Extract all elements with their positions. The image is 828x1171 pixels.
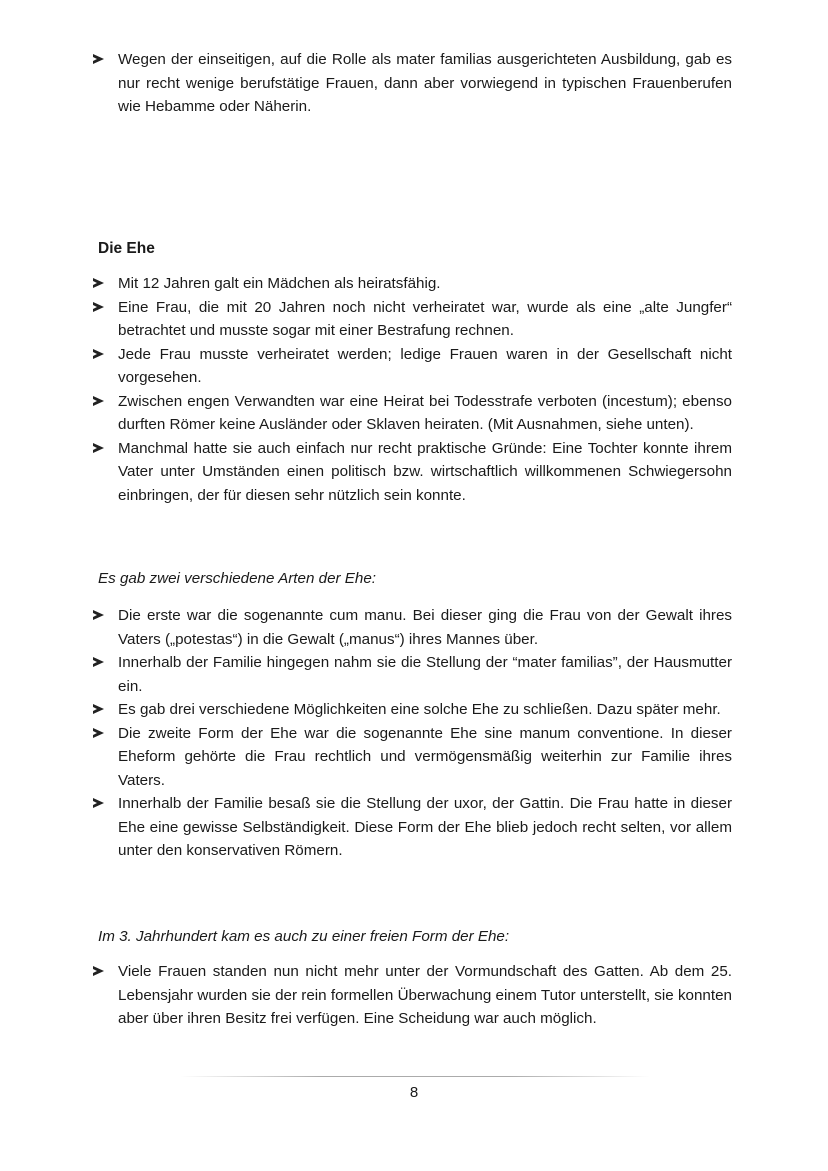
bullet-list [92,272,732,507]
arrow-bullet-icon [93,349,104,359]
arten-section [92,604,732,863]
arrow-bullet-icon [93,278,104,288]
section-heading: Die Ehe [98,240,155,257]
arrow-bullet-icon [93,798,104,808]
list-item: Zwischen engen Verwandten war eine Heirat bei Todesstrafe verboten (incestum); ebenso durften Römer keine Ausländer oder Sklaven heiraten. (Mit Ausnahmen, siehe unten). [92,390,732,437]
section-subheading: Es gab zwei verschiedene Arten der Ehe: [98,570,377,587]
list-item: Es gab drei verschiedene Möglichkeiten eine solche Ehe zu schließen. Dazu später mehr. [92,698,732,722]
list-item: Eine Frau, die mit 20 Jahren noch nicht verheiratet war, wurde als eine „alte Jungfer“ betrachtet und musste sogar mit einer Bestrafung rechnen. [92,296,732,343]
arrow-bullet-icon [93,443,104,453]
arrow-bullet-icon [93,728,104,738]
arrow-bullet-icon [93,54,104,64]
list-item: Innerhalb der Familie hingegen nahm sie die Stellung der “mater familias”, der Hausmutter ein. [92,651,732,698]
list-item: Manchmal hatte sie auch einfach nur recht praktische Gründe: Eine Tochter konnte ihrem Vater unter Umständen einen politisch bzw. wirtschaftlich willkommenen Schwiegersohn einbringen, der für diesen sehr nützlich sein konnte. [92,437,732,508]
list-item: Mit 12 Jahren galt ein Mädchen als heiratsfähig. [92,272,732,296]
ehe-section [92,272,732,507]
footer-divider [180,1076,650,1077]
bullet-list [92,960,732,1031]
list-item: Die erste war die sogenannte cum manu. Bei dieser ging die Frau von der Gewalt ihres Vaters („potestas“) in die Gewalt („manus“) ihres Mannes über. [92,604,732,651]
list-item: Viele Frauen standen nun nicht mehr unter der Vormundschaft des Gatten. Ab dem 25. Lebensjahr wurden sie der rein formellen Überwachung einem Tutor unterstellt, sie konnten aber über ihren Besitz frei verfügen. Eine Scheidung war auch möglich. [92,960,732,1031]
arrow-bullet-icon [93,302,104,312]
bullet-list [92,48,732,119]
list-item: Wegen der einseitigen, auf die Rolle als mater familias ausgerichteten Ausbildung, gab es nur recht wenige berufstätige Frauen, dann aber vorwiegend in typischen Frauenberufen wie Hebamme oder Näherin. [92,48,732,119]
arrow-bullet-icon [93,396,104,406]
section-subheading: Im 3. Jahrhundert kam es auch zu einer freien Form der Ehe: [98,928,510,945]
arrow-bullet-icon [93,610,104,620]
list-item: Jede Frau musste verheiratet werden; ledige Frauen waren in der Gesellschaft nicht vorgesehen. [92,343,732,390]
list-item: Innerhalb der Familie besaß sie die Stellung der uxor, der Gattin. Die Frau hatte in dieser Ehe eine gewisse Selbständigkeit. Diese Form der Ehe blieb jedoch recht selten, vor allem unter den konservativen Römern. [92,792,732,863]
page-number: 8 [409,1084,419,1101]
list-item: Die zweite Form der Ehe war die sogenannte Ehe sine manum conventione. In dieser Eheform gehörte die Frau rechtlich und vermögensmäßig weiterhin zur Familie ihres Vaters. [92,722,732,793]
arrow-bullet-icon [93,966,104,976]
arrow-bullet-icon [93,657,104,667]
intro-section [92,48,732,119]
arrow-bullet-icon [93,704,104,714]
bullet-list [92,604,732,863]
freie-section [92,960,732,1031]
